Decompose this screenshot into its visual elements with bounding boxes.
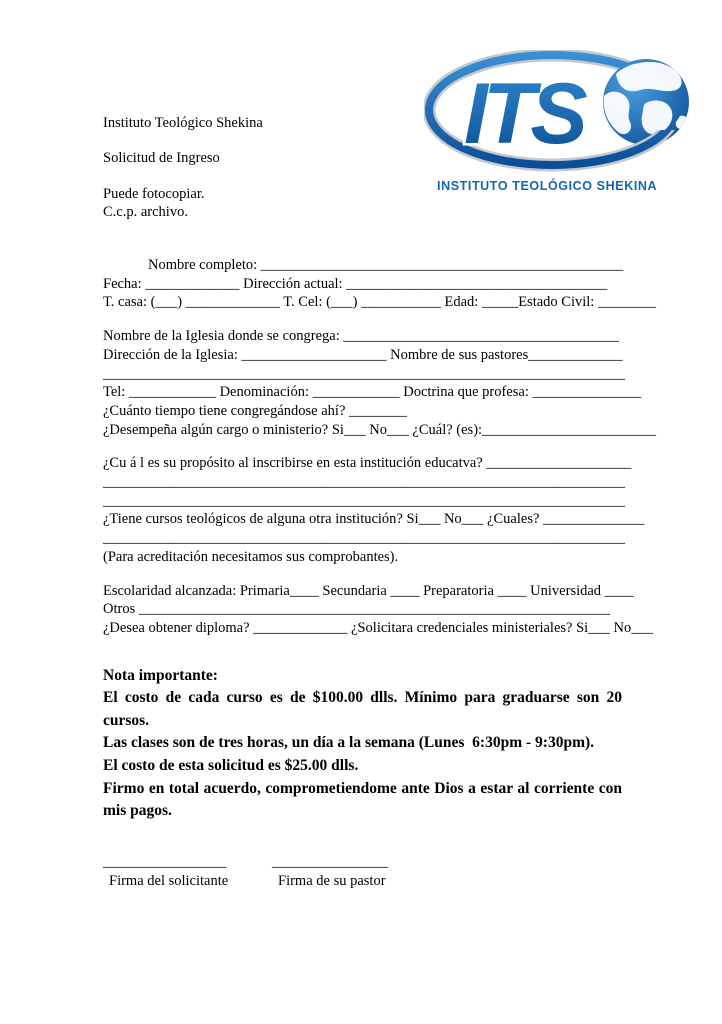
field-iglesia-congrega: Nombre de la Iglesia donde se congrega: ______________________________________: [103, 328, 619, 345]
field-cursos-otras: ¿Tiene cursos teológicos de alguna otra institución? Si___ No___ ¿Cuales? ______________: [103, 511, 645, 528]
field-diploma-credenciales: ¿Desea obtener diploma? _____________ ¿Solicitara credenciales ministeriales? Si___ No___: [103, 619, 654, 636]
applicant-signature-line: _________________: [103, 853, 227, 870]
field-fecha-direccion: Fecha: _____________ Dirección actual: ____________________________________: [103, 275, 608, 292]
form-title: Solicitud de Ingreso: [103, 150, 220, 166]
note-acreditacion: (Para acreditación necesitamos sus comprobantes).: [103, 548, 399, 565]
field-direccion-iglesia: Dirección de la Iglesia: ____________________ Nombre de sus pastores_____________: [103, 346, 623, 363]
applicant-signature: [103, 853, 272, 890]
logo-caption: INSTITUTO TEOLÓGICO SHEKINA: [437, 179, 658, 193]
note-agreement-2: mis pagos.: [103, 802, 172, 820]
section-education: [103, 582, 654, 638]
note-course-cost-2: cursos.: [103, 711, 150, 729]
document-header: [103, 0, 622, 221]
section-church-data: [103, 327, 657, 439]
application-form: [103, 256, 657, 638]
archive-note: C.c.p. archivo.: [103, 204, 188, 220]
field-proposito-rule-2: ________________________________________________________________________: [103, 492, 625, 509]
applicant-signature-label: Firma del solicitante: [109, 872, 229, 889]
field-otros: Otros _________________________________________________________________: [103, 601, 611, 618]
field-nombre-completo: Nombre completo: __________________________________________________: [148, 257, 624, 273]
field-telefonos-edad: T. casa: (___) _____________ T. Cel: (___) ___________ Edad: _____Estado Civil: ________: [103, 294, 656, 311]
note-heading: Nota importante:: [103, 666, 218, 684]
signature-block: [103, 853, 622, 890]
pastor-signature-line: ________________: [272, 853, 388, 870]
note-application-cost: El costo de esta solicitud es $25.00 dlls.: [103, 757, 359, 775]
logo-acronym: ITS: [464, 66, 583, 162]
note-course-cost-1: El costo de cada curso es de $100.00 dlls. Mínimo para graduarse son 20: [103, 689, 622, 707]
field-escolaridad: Escolaridad alcanzada: Primaria____ Secundaria ____ Preparatoria ____ Universidad ____: [103, 582, 634, 599]
field-tel-denominacion: Tel: ____________ Denominación: ____________ Doctrina que profesa: _______________: [103, 384, 642, 401]
field-pastores-extra-rule: ________________________________________________________________________: [103, 365, 625, 382]
important-note: [103, 665, 622, 823]
field-tiempo-congregandose: ¿Cuánto tiempo tiene congregándose ahí? ________: [103, 402, 408, 419]
section-personal-data: [103, 256, 656, 312]
note-agreement-1: Firmo en total acuerdo, comprometiendome ante Dios a estar al corriente con: [103, 779, 622, 797]
field-proposito-rule-1: ________________________________________________________________________: [103, 474, 625, 491]
photocopy-note: Puede fotocopiar.: [103, 186, 205, 202]
note-class-schedule: Las clases son de tres horas, un día a la semana (Lunes 6:30pm - 9:30pm).: [103, 734, 595, 752]
field-cursos-rule: ________________________________________________________________________: [103, 530, 625, 547]
pastor-signature: [272, 853, 388, 890]
org-name: Instituto Teológico Shekina: [103, 115, 263, 131]
field-proposito: ¿Cu á l es su propósito al inscribirse en esta institución educatva? ____________________: [103, 455, 632, 472]
pastor-signature-label: Firma de su pastor: [278, 872, 386, 889]
section-purpose: [103, 454, 645, 566]
field-cargo-ministerio: ¿Desempeña algún cargo o ministerio? Si___ No___ ¿Cuál? (es):________________________: [103, 421, 657, 438]
